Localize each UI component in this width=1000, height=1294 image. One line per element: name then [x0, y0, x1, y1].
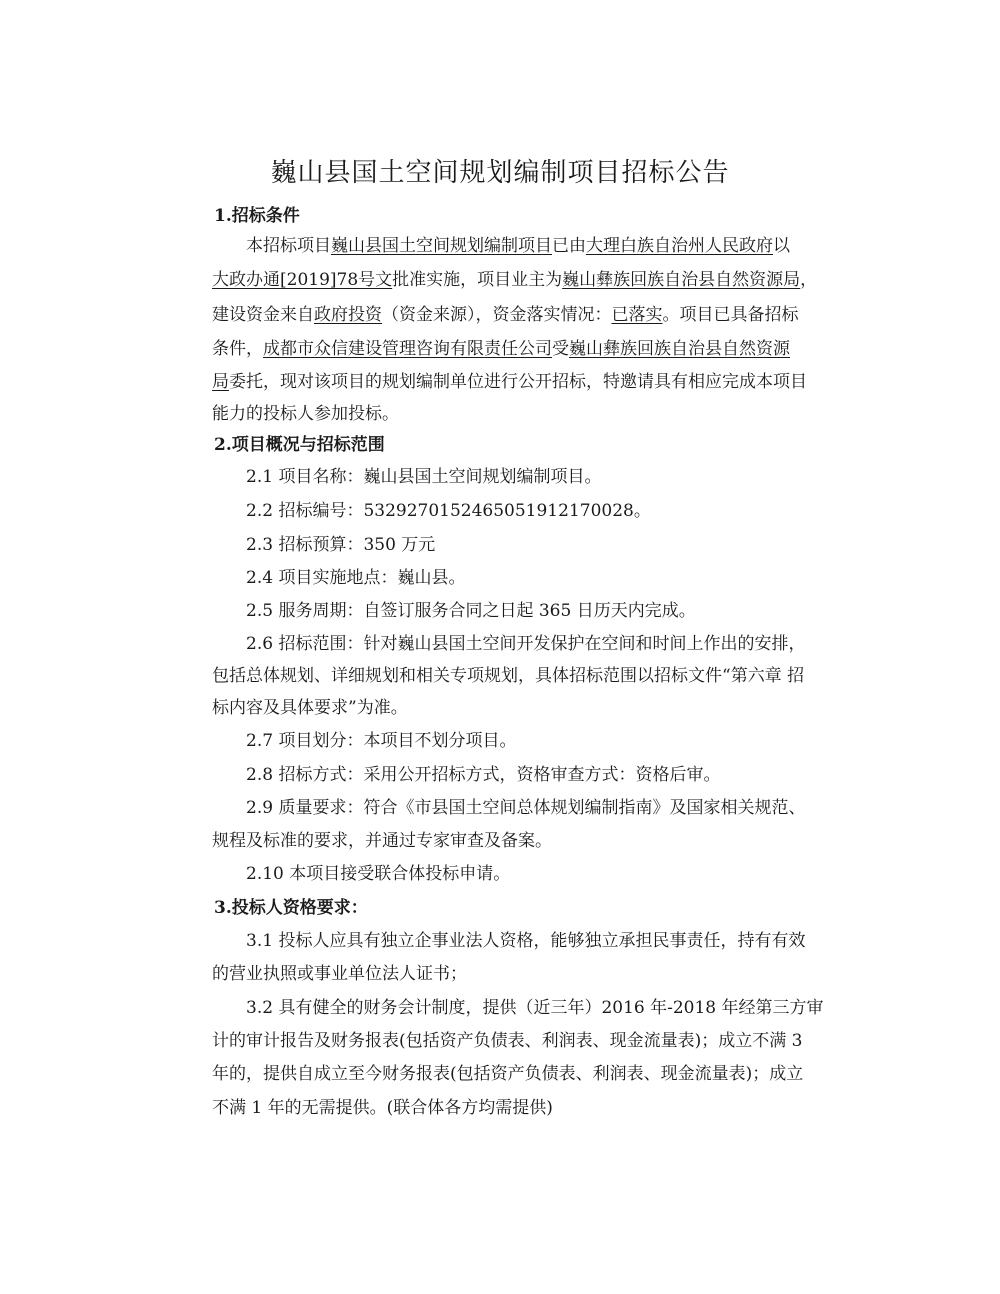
list-item: 2.2 招标编号：5329270152465051912170028。: [246, 501, 651, 521]
list-item: 3.2 具有健全的财务会计制度，提供（近三年）2016 年-2018 年经第三方审: [246, 998, 824, 1018]
list-item-cont: 的营业执照或事业单位法人证书；: [212, 964, 467, 984]
para-line: 局委托，现对该项目的规划编制单位进行公开招标，特邀请具有相应完成本项目: [212, 372, 807, 392]
list-item-cont: 年的，提供自成立至今财务报表(包括资产负债表、利润表、现金流量表)；成立: [212, 1064, 804, 1084]
section-2-heading: 2.项目概况与招标范围: [214, 435, 385, 455]
list-item-cont: 标内容及具体要求”为准。: [212, 698, 408, 718]
list-item: 2.3 招标预算：350 万元: [246, 535, 436, 555]
list-item-cont: 不满 1 年的无需提供。(联合体各方均需提供): [212, 1098, 553, 1118]
list-item: 3.1 投标人应具有独立企事业法人资格，能够独立承担民事责任，持有有效: [246, 931, 806, 951]
list-item: 2.10 本项目接受联合体投标申请。: [246, 864, 511, 884]
list-item: 2.5 服务周期：自签订服务合同之日起 365 日历天内完成。: [246, 601, 696, 621]
para-line: 能力的投标人参加投标。: [212, 404, 399, 424]
list-item-cont: 包括总体规划、详细规划和相关专项规划，具体招标范围以招标文件“第六章 招: [212, 666, 805, 686]
section-3-heading: 3.投标人资格要求：: [214, 898, 368, 918]
list-item-cont: 规程及标准的要求，并通过专家审查及备案。: [212, 831, 552, 851]
list-item: 2.7 项目划分：本项目不划分项目。: [246, 731, 517, 751]
list-item: 2.6 招标范围：针对巍山县国土空间开发保护在空间和时间上作出的安排，: [246, 634, 806, 654]
list-item: 2.1 项目名称：巍山县国土空间规划编制项目。: [246, 467, 602, 487]
document-title: 巍山县国土空间规划编制项目招标公告: [270, 158, 730, 188]
para-line: 大政办通[2019]78号文批准实施，项目业主为巍山彝族回族自治县自然资源局，: [212, 270, 818, 290]
section-1-heading: 1.招标条件: [214, 206, 300, 226]
para-line: 本招标项目巍山县国土空间规划编制项目已由大理白族自治州人民政府以: [246, 236, 790, 256]
list-item: 2.8 招标方式：采用公开招标方式，资格审查方式：资格后审。: [246, 765, 721, 785]
para-line: 条件，成都市众信建设管理咨询有限责任公司受巍山彝族回族自治县自然资源: [212, 339, 790, 359]
para-line: 建设资金来自政府投资（资金来源），资金落实情况：已落实。项目已具备招标: [212, 305, 799, 325]
list-item: 2.9 质量要求：符合《市县国土空间总体规划编制指南》及国家相关规范、: [246, 798, 806, 818]
list-item: 2.4 项目实施地点：巍山县。: [246, 568, 466, 588]
list-item-cont: 计的审计报告及财务报表(包括资产负债表、利润表、现金流量表)；成立不满 3: [212, 1031, 803, 1051]
